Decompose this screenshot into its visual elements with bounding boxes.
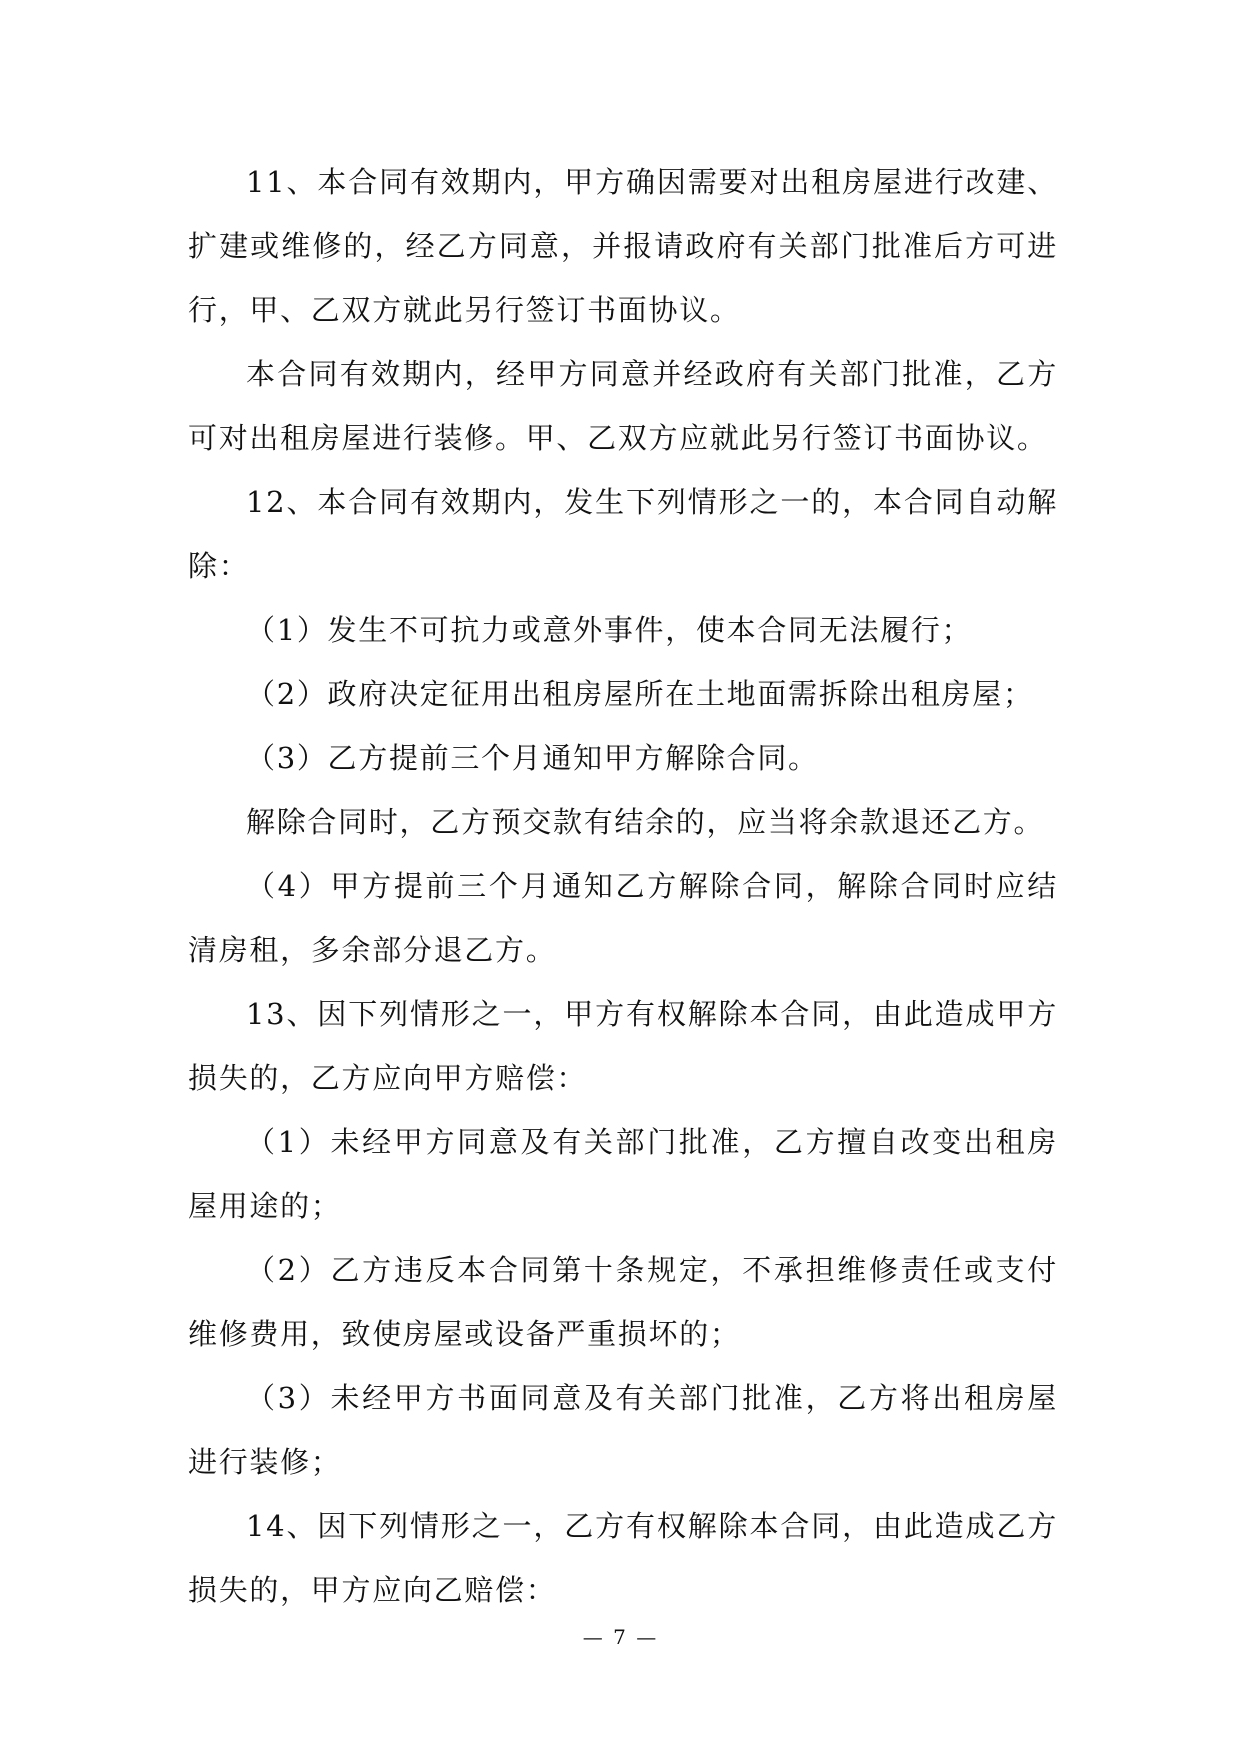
clause-13-paragraph: 13、因下列情形之一，甲方有权解除本合同，由此造成甲方损失的，乙方应向甲方赔偿： (188, 997, 1058, 1095)
document-body (188, 150, 1058, 1622)
clause-12-refund-note: 解除合同时，乙方预交款有结余的，应当将余款退还乙方。 (246, 805, 1045, 839)
clause-12-item-2: （2）政府决定征用出租房屋所在土地面需拆除出租房屋； (246, 677, 1034, 711)
page-number: — 7 — (582, 1625, 659, 1649)
clause-13-item-2: （2）乙方违反本合同第十条规定，不承担维修责任或支付维修费用，致使房屋或设备严重损坏的； (188, 1253, 1058, 1351)
clause-14-paragraph: 14、因下列情形之一，乙方有权解除本合同，由此造成乙方损失的，甲方应向乙赔偿： (188, 1509, 1058, 1607)
clause-13-item-3: （3）未经甲方书面同意及有关部门批准，乙方将出租房屋进行装修； (188, 1381, 1058, 1479)
clause-13-item-1: （1）未经甲方同意及有关部门批准，乙方擅自改变出租房屋用途的； (188, 1125, 1058, 1223)
clause-12-item-4: （4）甲方提前三个月通知乙方解除合同，解除合同时应结清房租，多余部分退乙方。 (188, 869, 1058, 967)
clause-11-paragraph: 11、本合同有效期内，甲方确因需要对出租房屋进行改建、扩建或维修的，经乙方同意，并报请政府有关部门批准后方可进行，甲、乙双方就此另行签订书面协议。 (188, 165, 1058, 327)
clause-12-paragraph: 12、本合同有效期内，发生下列情形之一的，本合同自动解除： (188, 485, 1058, 583)
clause-12-item-1: （1）发生不可抗力或意外事件，使本合同无法履行； (246, 613, 973, 647)
clause-11-decoration-paragraph: 本合同有效期内，经甲方同意并经政府有关部门批准，乙方可对出租房屋进行装修。甲、乙双方应就此另行签订书面协议。 (188, 357, 1058, 455)
clause-12-item-3: （3）乙方提前三个月通知甲方解除合同。 (246, 741, 819, 775)
